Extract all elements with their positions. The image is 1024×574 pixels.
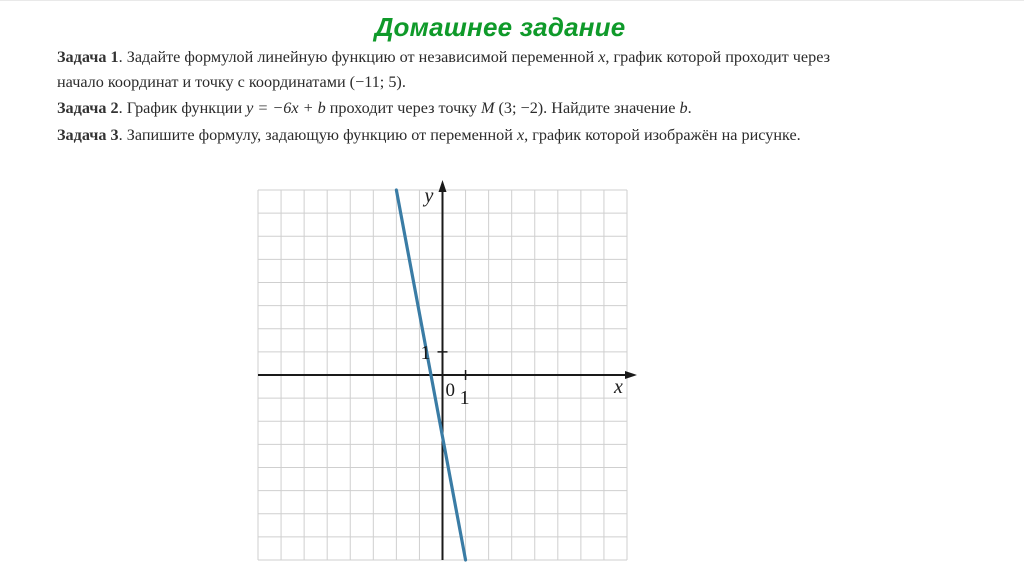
task-3-text-b: , график которой изображён на рисунке. — [524, 125, 801, 144]
y-unit-label: 1 — [420, 341, 431, 364]
task-3-math-a: x — [516, 125, 525, 144]
task-2-text-d: . — [687, 99, 692, 117]
x-axis-label: x — [614, 376, 623, 398]
x-axis-arrow-icon — [625, 371, 637, 379]
task-2-math-b: M — [481, 99, 495, 117]
x-unit-label: 1 — [459, 387, 470, 409]
task-2-label: Задача 2 — [57, 99, 119, 117]
task-1-text-b: , график которой проходит через начало координат и точку с координатами (−11; 5). — [57, 48, 830, 91]
task-3-text-a: . Запишите формулу, задающую функцию от переменной — [118, 125, 517, 144]
task-2-math-a: y = −6x + b — [246, 99, 326, 117]
slide-title: Домашнее задание — [374, 12, 626, 42]
task-3-label: Задача 3 — [57, 125, 119, 144]
task-2-math-c: b — [679, 99, 688, 117]
task-2-text-c: (3; −2). Найдите значение — [494, 99, 680, 117]
y-axis-label: y — [424, 185, 434, 207]
task-2-text-b: проходит через точку — [325, 99, 481, 117]
axes — [258, 180, 637, 560]
task-1-text-a: . Задайте формулой линейную функцию от независимой переменной — [118, 48, 599, 66]
task-2-text-a: . График функции — [118, 99, 247, 117]
task-1-math-a: x — [598, 48, 606, 66]
task-1-label: Задача 1 — [57, 48, 119, 66]
origin-label: 0 — [445, 380, 455, 401]
y-axis-arrow-icon — [439, 180, 447, 192]
